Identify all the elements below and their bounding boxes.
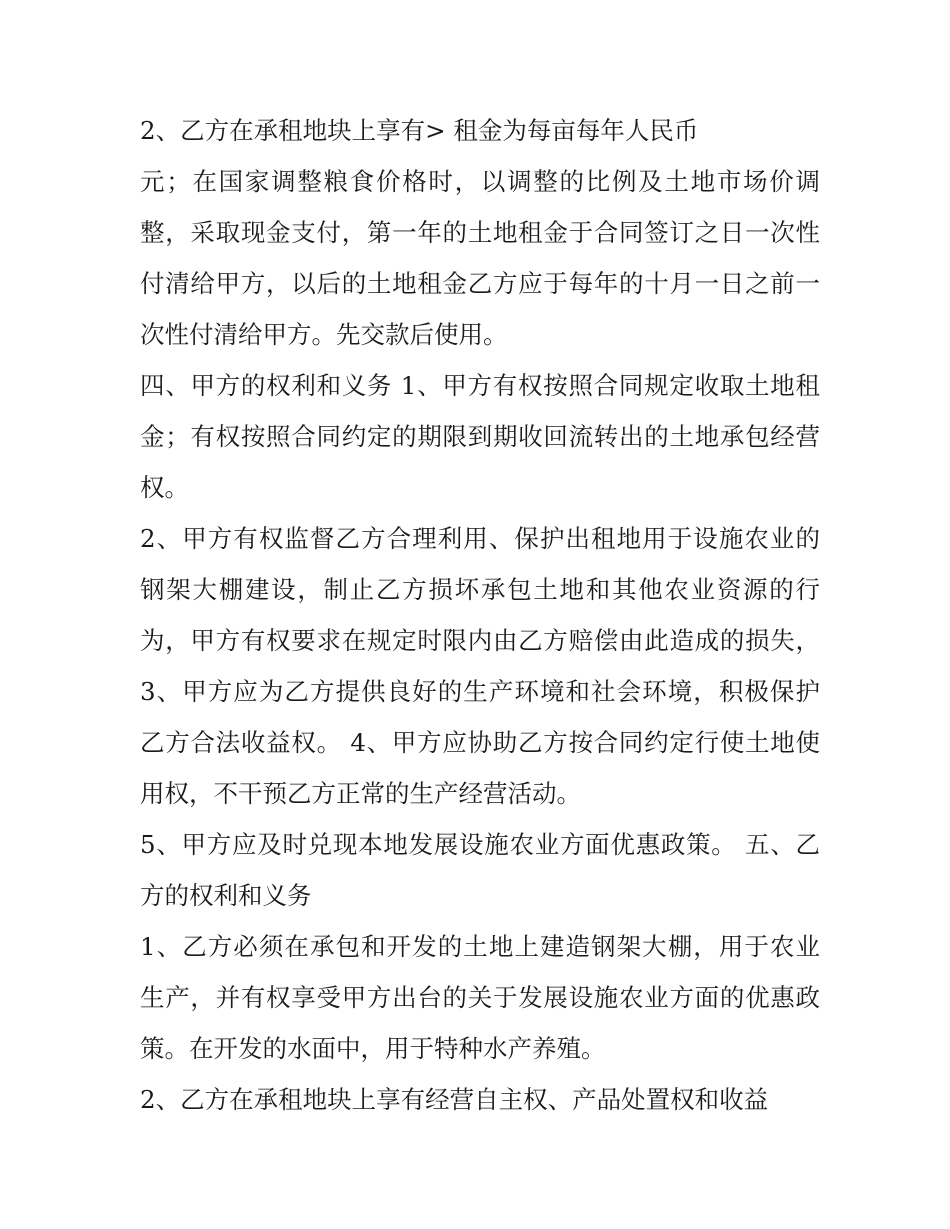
text-line: 策。在开发的水面中，用于特种水产养殖。 [140,1034,606,1063]
text-line: 生产，并有权享受甲方出台的关于发展设施农业方面的优惠政 [140,983,820,1012]
text-line: 付清给甲方，以后的土地租金乙方应于每年的十月一日之前一 [140,269,820,298]
text-line: 整，采取现金支付，第一年的土地租金于合同签订之日一次性 [140,218,820,247]
text-line: 方的权利和义务 [140,881,312,910]
text-line: 用权，不干预乙方正常的生产经营活动。 [140,779,581,808]
text-line: 1、乙方必须在承包和开发的土地上建造钢架大棚，用于农业 [140,932,820,961]
text-line: 2、乙方在承租地块上享有经营自主权、产品处置权和收益 [140,1085,769,1114]
text-line: 四、甲方的权利和义务 1、甲方有权按照合同规定收取土地租 [140,371,820,400]
text-line: 乙方合法收益权。 4、甲方应协助乙方按合同约定行使土地使 [140,728,820,757]
text-line: 2、乙方在承租地块上享有> 租金为每亩每年人民币 [140,116,699,145]
text-line: 次性付清给甲方。先交款后使用。 [140,320,508,349]
text-line: 5、甲方应及时兑现本地发展设施农业方面优惠政策。 五、乙 [140,830,820,859]
document-body [140,105,820,1125]
text-line: 元；在国家调整粮食价格时，以调整的比例及土地市场价调 [140,167,820,196]
text-line: 2、甲方有权监督乙方合理利用、保护出租地用于设施农业的 [140,524,820,553]
text-line: 为，甲方有权要求在规定时限内由乙方赔偿由此造成的损失， [140,626,820,655]
text-line: 钢架大棚建设，制止乙方损坏承包土地和其他农业资源的行 [140,575,820,604]
text-line: 权。 [140,473,189,502]
text-line: 金；有权按照合同约定的期限到期收回流转出的土地承包经营 [140,422,820,451]
text-line: 3、甲方应为乙方提供良好的生产环境和社会环境，积极保护 [140,677,820,706]
